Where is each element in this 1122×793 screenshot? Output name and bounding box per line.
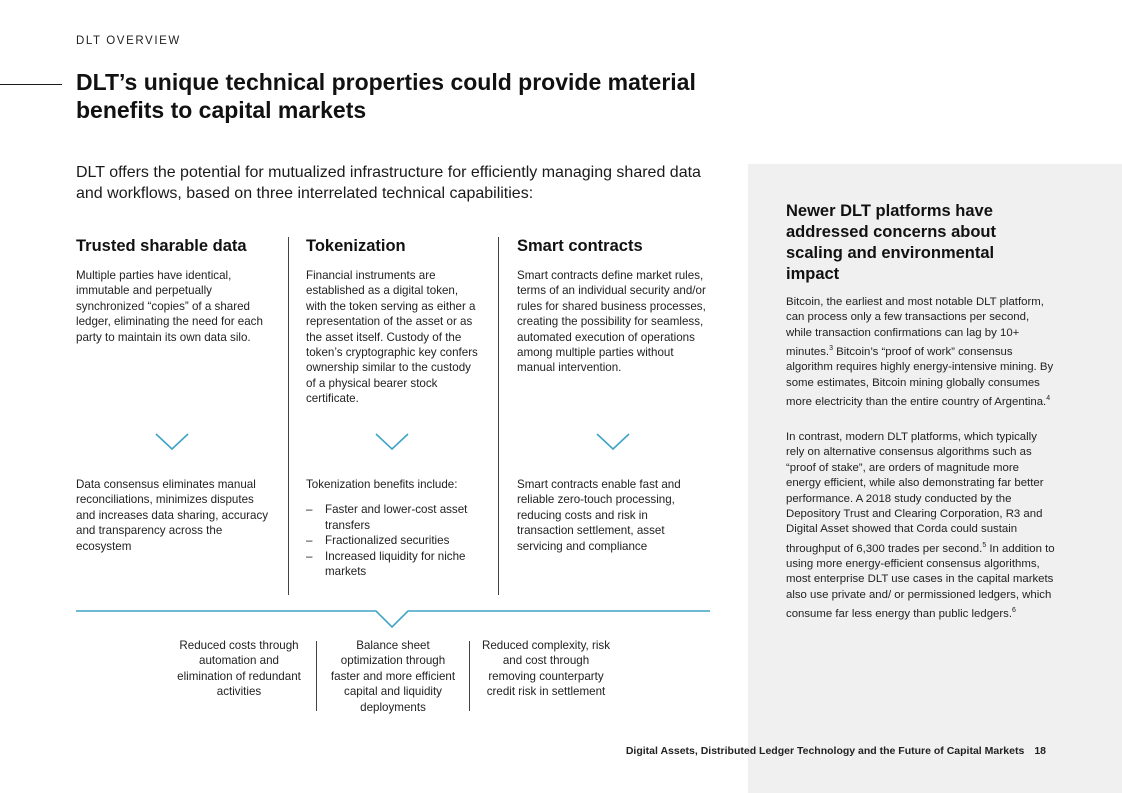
tokenization-benefit-list (306, 502, 482, 579)
column-text-smart-contracts: Smart contracts define market rules, terms of an individual security and/or rules for shared business processes, creating the possibility for seamless, automated execution of operations among multiple parties without manual intervention. (517, 269, 706, 375)
column-title-tokenization: Tokenization (306, 237, 406, 255)
footer-title: Digital Assets, Distributed Ledger Technology and the Future of Capital Markets (625, 745, 1025, 757)
outcome-reduced-costs: Reduced costs through automation and elimination of redundant activities (177, 639, 301, 699)
column-divider (498, 237, 499, 595)
page-title: DLT’s unique technical properties could provide material benefits to capital markets (76, 69, 696, 123)
footnote-ref: 5 (982, 541, 987, 549)
title-rule (0, 84, 62, 85)
benefit-block-tokenization (306, 477, 482, 579)
benefit-text-trusted-data: Data consensus eliminates manual reconciliations, minimizes disputes and increases data sharing, accuracy and transparency across the ecosystem (76, 478, 269, 553)
page-number: 18 (1034, 745, 1046, 757)
benefit-text-tokenization: Tokenization benefits include: (306, 478, 458, 491)
chevron-down-icon (154, 432, 190, 452)
sidebar-paragraph-1: Bitcoin, the earliest and most notable DLT platform, can process only a few transactions per second, while transaction confirmations can lag by 10+ minutes.$^3$ Bitcoin’s “proof of work” consensus algorithm requires highly energy-intensive mining. By some estimates, Bitcoin mining globally consumes more electricity than the entire country of Argentina.$^4$ (786, 296, 1054, 409)
outcome-balance-sheet: Balance sheet optimization through faster and more efficient capital and liquidity deployments (330, 639, 456, 714)
list-item: – Faster and lower-cost asset transfers (306, 502, 482, 533)
sidebar-paragraph-2: In contrast, modern DLT platforms, which typically rely on alternative consensus algorithms such as “proof of stake”, are orders of magnitude more energy efficient, while also demonstrating far better performance. A 2018 study conducted by the Depository Trust and Clearing Corporation, R3 and Digital Asset showed that Corda could sustain throughput of 6,300 trades per second.$^5$ In addition to using more energy-efficient consensus algorithms, most enterprise DLT use cases in the capital markets also use private and/ or permissioned ledgers, which consume far less energy than public ledgers.$^6$ (786, 431, 1055, 621)
benefit-text-smart-contracts: Smart contracts enable fast and reliable zero-touch processing, reducing costs and risk in transaction settlement, asset servicing and compliance (517, 478, 681, 553)
column-text-trusted-data: Multiple parties have identical, immutable and perpetually synchronized “copies” of a shared ledger, eliminating the need for each party to maintain its own data silo. (76, 269, 263, 344)
outcome-divider (469, 641, 470, 711)
outcome-reduced-complexity: Reduced complexity, risk and cost through removing counterparty credit risk in settlement (481, 639, 610, 699)
sidebar-title: Newer DLT platforms have addressed concerns about scaling and environmental impact (786, 202, 996, 283)
footnote-ref: 6 (1012, 607, 1016, 615)
list-item: – Fractionalized securities (306, 533, 482, 548)
list-item: – Increased liquidity for niche markets (306, 549, 482, 580)
column-title-trusted-data: Trusted sharable data (76, 237, 247, 255)
chevron-down-icon (374, 432, 410, 452)
column-title-smart-contracts: Smart contracts (517, 237, 643, 255)
converging-line (76, 603, 712, 629)
footnote-ref: 4 (1046, 395, 1051, 403)
page-footer (626, 745, 1046, 757)
footnote-ref: 3 (829, 345, 833, 353)
outcome-divider (316, 641, 317, 711)
chevron-down-icon (595, 432, 631, 452)
section-label: DLT OVERVIEW (76, 35, 181, 47)
column-divider (288, 237, 289, 595)
intro-paragraph: DLT offers the potential for mutualized infrastructure for efficiently managing shared data and workflows, based on three interrelated technical capabilities: (76, 164, 701, 202)
column-text-tokenization: Financial instruments are established as a digital token, with the token serving as either a representation of the asset or as the asset itself. Custody of the token’s cryptographic key confers ownership similar to the custody of a physical bearer stock certificate. (306, 269, 478, 406)
